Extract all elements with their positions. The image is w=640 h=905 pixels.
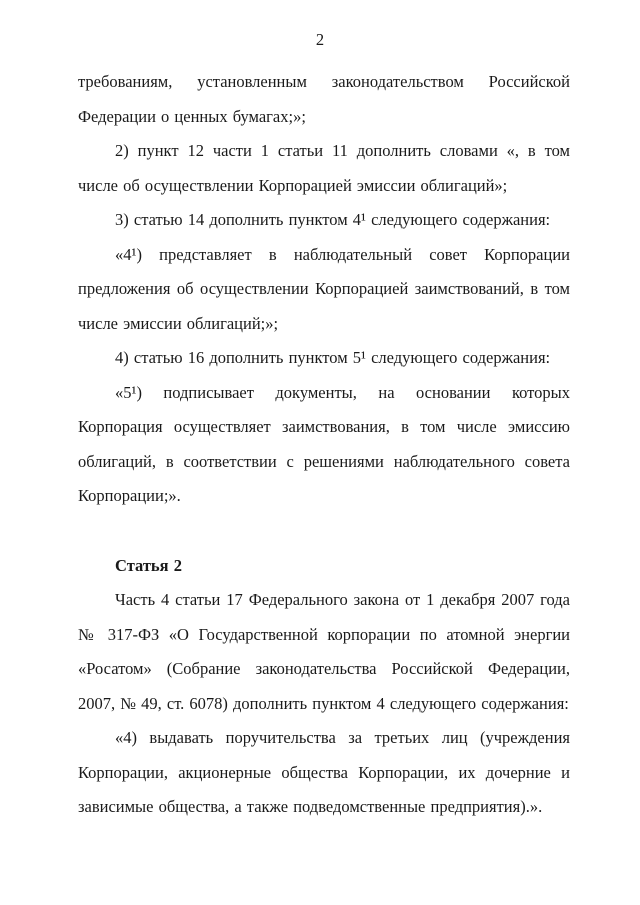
quoted-point-4-1: «4¹) представляет в наблюдательный совет Корпорации предложения об осуществлении Корпорацией заимствований, в том числе эмиссии облигаций;»; <box>78 244 570 333</box>
document-body <box>78 65 570 825</box>
page-number: 2 <box>315 30 325 49</box>
amendment-item-4: 4) статью 16 дополнить пунктом 5¹ следующего содержания: <box>115 348 551 367</box>
quoted-point-5-1: «5¹) подписывает документы, на основании которых Корпорация осуществляет заимствования, в том числе эмиссию облигаций, в соответствии с решениями наблюдательного совета Корпорации;». <box>78 382 570 505</box>
quoted-point-4: «4) выдавать поручительства за третьих лиц (учреждения Корпорации, акционерные общества Корпорации, их дочерние и зависимые общества, а также подведомственные предприятия).». <box>78 728 570 816</box>
article-2-body: Часть 4 статьи 17 Федерального закона от 1 декабря 2007 года № 317-ФЗ «О Государственной корпорации по атомной энергии «Росатом» (Собрание законодательства Российской Федерации, 2007, № 49, ст. 6078) дополнить пунктом 4 следующего содержания: <box>78 590 570 713</box>
amendment-item-2: 2) пункт 12 части 1 статьи 11 дополнить словами «, в том числе об осуществлении Корпорацией эмиссии облигаций»; <box>78 141 570 195</box>
paragraph-continuation: требованиям, установленным законодательством Российской Федерации о ценных бумагах;»; <box>78 72 570 126</box>
amendment-item-3: 3) статью 14 дополнить пунктом 4¹ следующего содержания: <box>115 210 551 229</box>
article-2-heading: Статья 2 <box>115 555 182 575</box>
